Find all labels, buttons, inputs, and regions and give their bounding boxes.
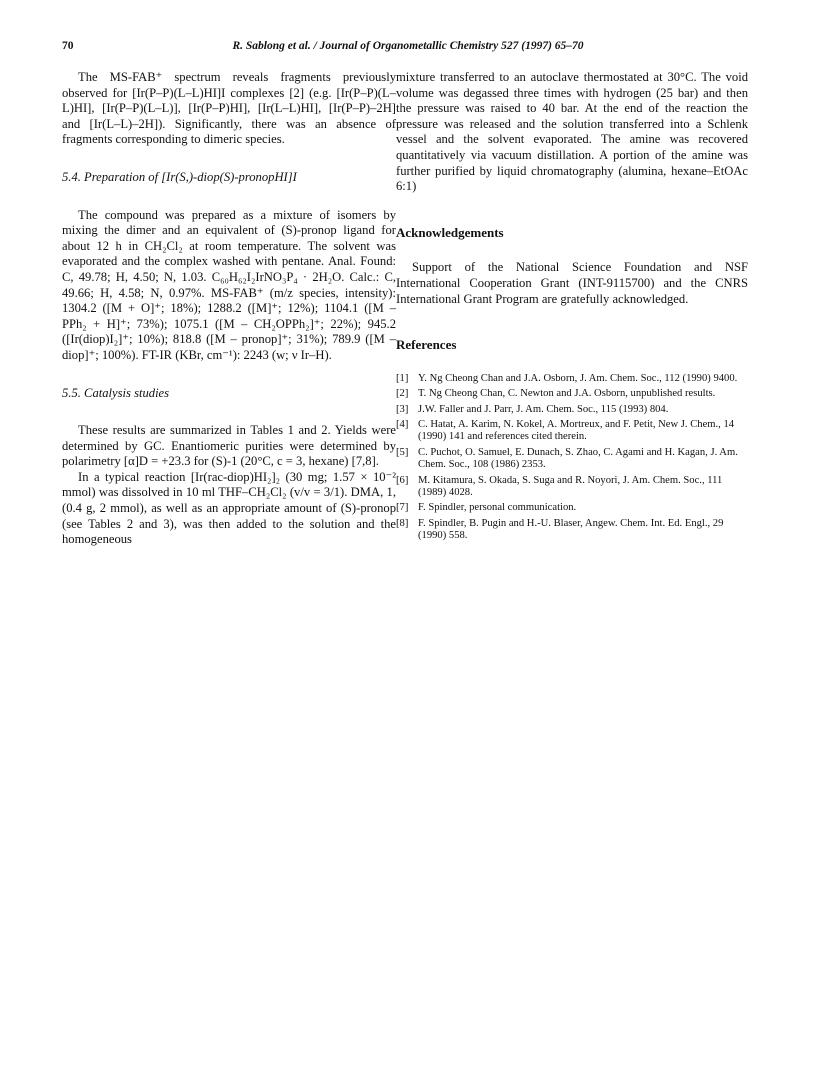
section-heading-5-4: 5.4. Preparation of [Ir(S,)-diop(S)-pronopHI]I — [62, 169, 297, 184]
page-number: 70 — [62, 40, 74, 52]
reference-text: J.W. Faller and J. Parr, J. Am. Chem. Soc., 115 (1993) 804. — [418, 403, 669, 415]
acknowledgements-heading: Acknowledgements — [396, 224, 504, 240]
reference-number: [1] — [396, 372, 409, 384]
reference-item — [396, 404, 748, 416]
right-column — [396, 70, 748, 546]
references-heading: References — [396, 337, 457, 353]
reference-item — [396, 518, 748, 543]
references-list — [396, 373, 748, 543]
reference-text: C. Puchot, O. Samuel, E. Dunach, S. Zhao, C. Agami and H. Kagan, J. Am. Chem. Soc., 108 (1986) 2353. — [418, 446, 738, 471]
reference-item — [396, 388, 748, 400]
typical-reaction-paragraph: In a typical reaction [Ir(rac-diop)HI₂]₂ (30 mg; 1.57 × 10⁻² mmol) was dissolved in 10 ml THF–CH₂Cl₂ (v/v = 3/1). DMA, 1, (0.4 g, 2 mmol), as well as an appropriate amount of (S)-pronop (see Tables 2 and 3), was then added to the solution and the homogeneous — [62, 469, 396, 547]
reference-item — [396, 373, 748, 385]
reference-text: F. Spindler, B. Pugin and H.-U. Blaser, Angew. Chem. Int. Ed. Engl., 29 (1990) 558. — [418, 517, 724, 542]
running-head: R. Sablong et al. / Journal of Organometallic Chemistry 527 (1997) 65–70 — [232, 40, 584, 52]
page-header — [62, 40, 754, 58]
reference-item — [396, 419, 748, 444]
section-heading-5-5: 5.5. Catalysis studies — [62, 385, 170, 400]
catalysis-paragraph: These results are summarized in Tables 1 and 2. Yields were determined by GC. Enantiomeric purities were determined by polarimetry [α]D = +23.3 for (S)-1 (20°C, c = 3, hexane) [7,8]. — [62, 423, 396, 469]
reference-number: [5] — [396, 446, 409, 458]
reference-number: [8] — [396, 517, 409, 529]
reference-number: [7] — [396, 502, 409, 514]
reference-text: F. Spindler, personal communication. — [418, 502, 577, 514]
reference-number: [6] — [396, 474, 409, 486]
preparation-paragraph: The compound was prepared as a mixture of isomers by mixing the dimer and an equivalent of (S)-pronop ligand for about 12 h in CH₂Cl₂ at room temperature. The solvent was evaporated and the complex washed with pentane. Anal. Found: C, 49.78; H, 4.50; N, 1.03. C₆₀H₆₂I₂IrNO₃P₄ · 2H₂O. Calc.: C, 49.66; H, 4.58; N, 0.97%. MS-FAB⁺ (m/z species, intensity): 1304.2 ([M + O]⁺; 18%); 1288.2 ([M]⁺; 12%); 1104.1 ([M – PPh₂ + H]⁺; 73%); 1075.1 ([M – CH₂OPPh₂]⁺; 22%); 945.2 ([Ir(diop)I₂]⁺; 10%); 818.8 ([M – pronop]⁺; 31%); 789.9 ([M – diop]⁺; 100%). FT-IR (KBr, cm⁻¹): 2243 (w; ν Ir–H). — [62, 207, 396, 362]
reference-number: [4] — [396, 418, 409, 430]
reference-number: [2] — [396, 388, 409, 400]
reference-text: M. Kitamura, S. Okada, S. Suga and R. Noyori, J. Am. Chem. Soc., 111 (1989) 4028. — [418, 474, 723, 498]
reference-text: Y. Ng Cheong Chan and J.A. Osborn, J. Am. Chem. Soc., 112 (1990) 9400. — [418, 372, 738, 384]
left-column — [62, 70, 396, 548]
reference-text: C. Hatat, A. Karim, N. Kokel, A. Mortreux, and F. Petit, New J. Chem., 14 (1990) 141 and references cited therein. — [418, 418, 735, 443]
reference-item — [396, 447, 748, 472]
reference-item — [396, 502, 748, 514]
reference-text: T. Ng Cheong Chan, C. Newton and J.A. Osborn, unpublished results. — [418, 388, 716, 400]
continued-paragraph: mixture transferred to an autoclave thermostated at 30°C. The void volume was degassed three times with hydrogen (25 bar) and then the pressure was raised to 40 bar. At the end of the reaction the pressure was released and the solution transferred into a Schlenk vessel and the solvent evaporated. The amine was recovered quantitatively via vacuum distillation. A portion of the amine was further purified by liquid chromatography (alumina, hexane–EtOAc 6:1) — [396, 70, 748, 194]
reference-number: [3] — [396, 403, 409, 415]
reference-item — [396, 475, 748, 500]
acknowledgements-text: Support of the National Science Foundation and NSF International Cooperation Grant (INT-9115700) and the CNRS International Grant Program are gratefully acknowledged. — [396, 260, 748, 306]
ms-fab-paragraph: The MS-FAB⁺ spectrum reveals fragments previously observed for [Ir(P–P)(L–L)HI]I complexes [2] (e.g. [Ir(P–P)(L–L)HI], [Ir(P–P)(L–L)], [Ir(P–P)HI], [Ir(L–L)HI], [Ir(P–P)–2H] and [Ir(L–L)–2H]). Significantly, there was an absence of fragments corresponding to dimeric species. — [62, 70, 396, 147]
